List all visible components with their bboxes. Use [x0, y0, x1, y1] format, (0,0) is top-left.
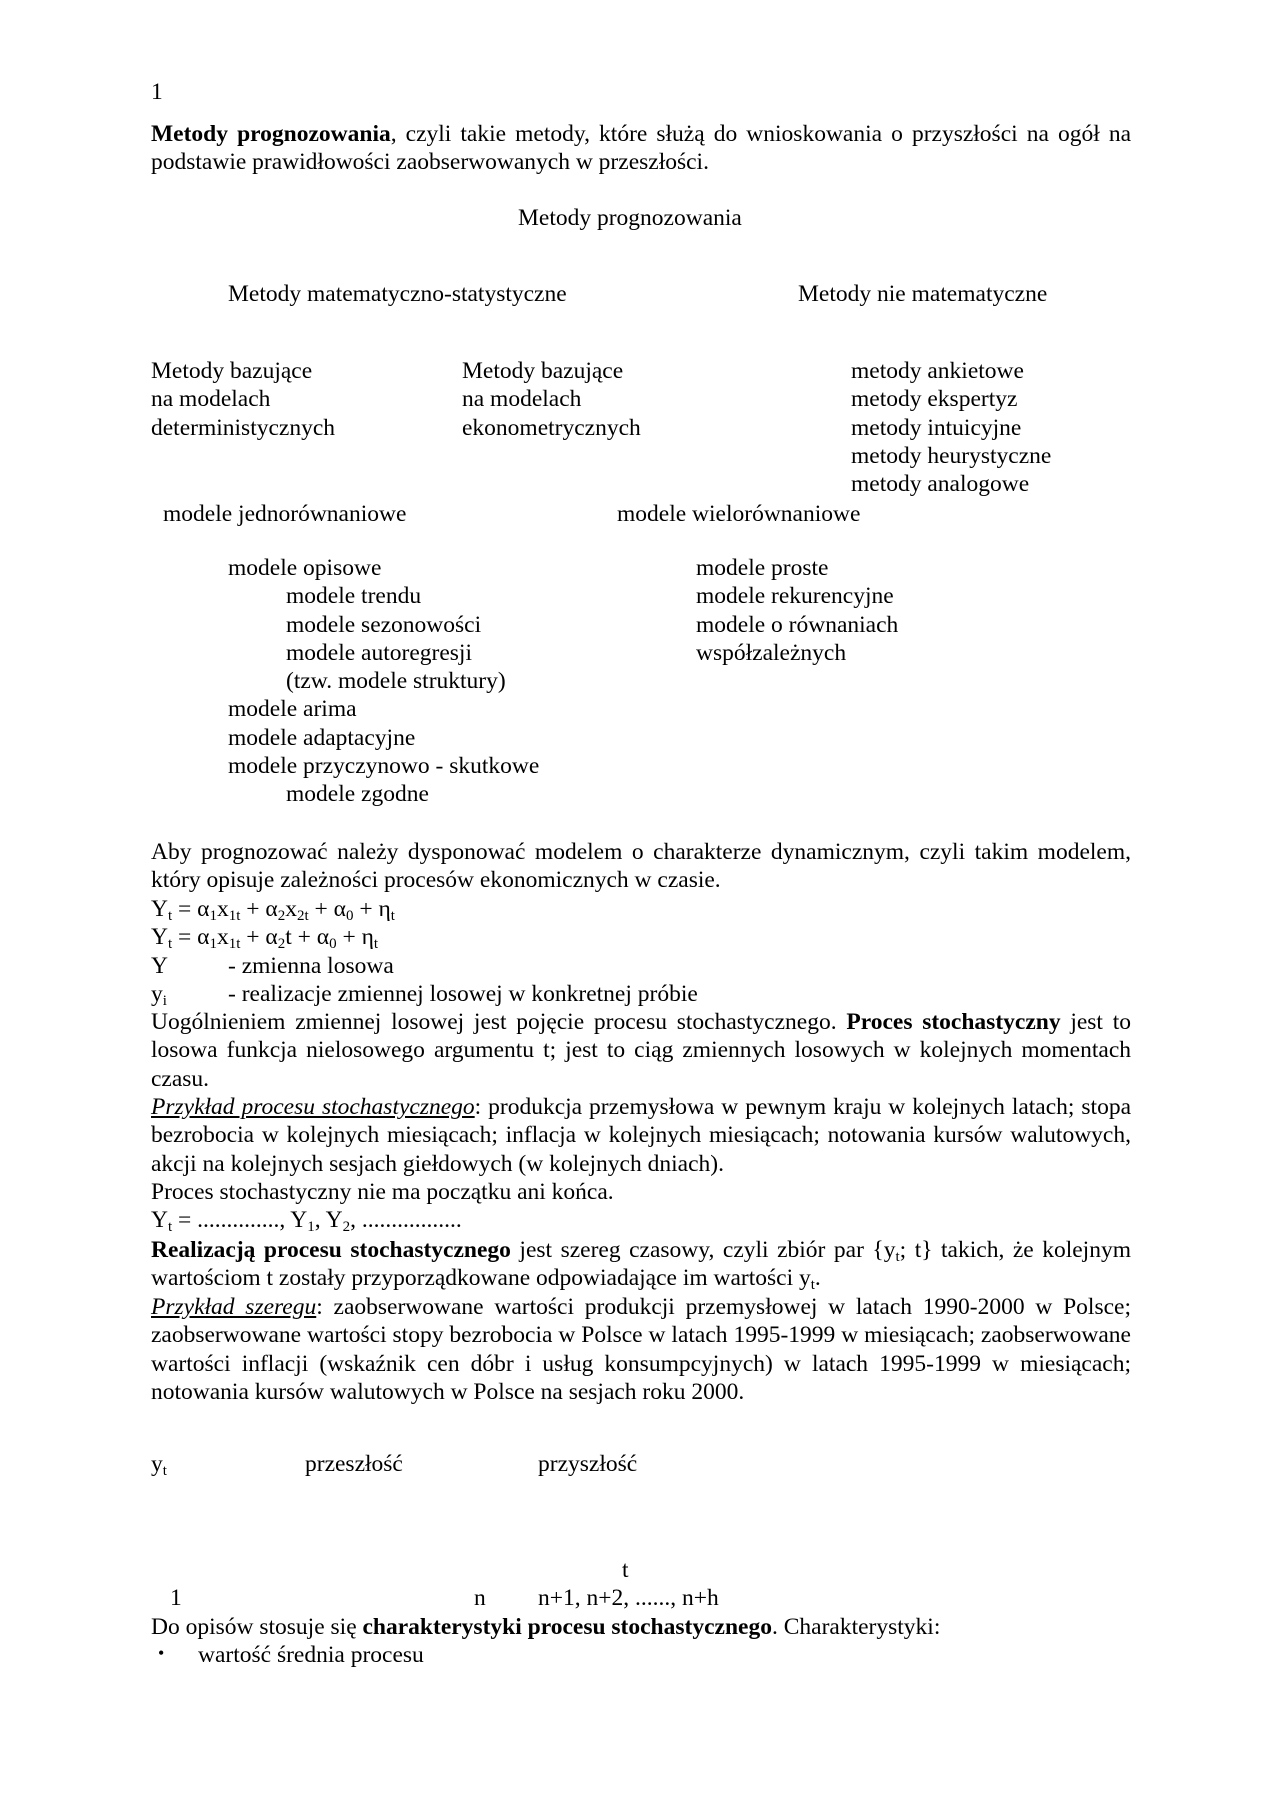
tree-econometric: [462, 357, 641, 442]
multi-eq-list: [696, 554, 898, 667]
axis-t-label: t: [622, 1557, 629, 1583]
axis-y-label: $y_t$: [151, 1451, 167, 1479]
def-Y-desc: - zmienna losowa: [228, 953, 394, 979]
stochastic-text-1: Uogólnieniem zmiennej losowej jest pojęcie procesu stochastycznego.: [151, 1009, 847, 1035]
tree-deterministic-line: deterministycznych: [151, 414, 336, 441]
realization-text-2: ; t} takich, że kolejnym wartościom t zostały przyporządkowane odpowiadające im wartości y: [151, 1237, 1131, 1292]
single-eq-item: modele zgodne: [286, 781, 429, 808]
intro-text: , czyli takie metody, które służą do wnioskowania o przyszłości na ogół na podstawie prawidłowości zaobserwowanych w przeszłości.: [151, 121, 1131, 176]
process-sequence: $Y_t$ = .............., $Y_1$, $Y_2$, .................: [151, 1207, 462, 1235]
axis-tick-1: 1: [170, 1585, 182, 1611]
multi-eq-item: współzależnych: [696, 639, 847, 666]
non-math-item: metody analogowe: [851, 471, 1030, 498]
bullet-item: wartość średnia procesu: [198, 1642, 424, 1668]
single-eq-item: modele przyczynowo - skutkowe: [228, 753, 540, 780]
tree-deterministic-line: Metody bazujące: [151, 358, 313, 384]
stochastic-paragraph: [151, 1008, 1131, 1093]
tree-deterministic-line: na modelach: [151, 386, 271, 413]
characteristics-text-2: . Charakterystyki:: [771, 1614, 941, 1640]
realization-term: Realizacją procesu stochastycznego: [151, 1237, 511, 1263]
axis-tick-n: n: [474, 1585, 486, 1611]
tree-econometric-line: ekonometrycznych: [462, 414, 641, 441]
intro-paragraph: [151, 120, 1131, 177]
multi-eq-item: modele rekurencyjne: [696, 583, 894, 610]
realization-text-3: .: [814, 1265, 821, 1292]
multi-eq-item: modele o równaniach: [696, 611, 899, 638]
stochastic-text-2: jest to losowa funkcja nielosowego argumentu t; jest to ciąg zmiennych losowych w kolejnych momentach czasu.: [151, 1009, 1131, 1092]
example-series-text: : zaobserwowane wartości produkcji przemysłowej w latach 1990-2000 w Polsce; zaobserwowane wartości stopy bezrobocia w Polsce w latach 1995-1999 w miesiącach; zaobserwowane wartości inflacji (wskaźnik cen dóbr i usług konsumpcyjnych) w latach 1995-1999 w miesiącach; notowania kursów walutowych w Polsce na sesjach roku 2000.: [151, 1294, 1131, 1405]
single-eq-list: [228, 554, 539, 809]
single-eq-item: modele sezonowości: [286, 611, 482, 638]
realization-paragraph: Realizacją procesu stochastycznego jest szereg czasowy, czyli zbiór par {$y_t$; t} takich, że kolejnym wartościom t zostały przyporządkowane odpowiadające im wartości $y_t$.: [151, 1237, 1131, 1294]
characteristics-text-1: Do opisów stosuje się: [151, 1614, 363, 1640]
tree-econometric-line: na modelach: [462, 386, 582, 413]
single-eq-item: modele adaptacyjne: [228, 724, 416, 751]
example-series-label: Przykład szeregu: [151, 1294, 317, 1320]
example-process-paragraph: [151, 1093, 1131, 1178]
tree-math-methods: Metody matematyczno-statystyczne: [228, 281, 567, 307]
page-number: 1: [151, 79, 163, 105]
equation-1: $Y_t = \alpha_1x_{1t} + \alpha_2x_{2t} + \alpha_0 + \eta_t$: [151, 896, 395, 924]
tree-multi-equation: modele wielorównaniowe: [617, 501, 861, 527]
axis-past-label: przeszłość: [305, 1451, 403, 1477]
def-Y-symbol: Y: [151, 953, 168, 979]
single-eq-item: modele autoregresji: [286, 639, 472, 666]
non-math-item: metody intuicyjne: [851, 414, 1022, 441]
stochastic-term: Proces stochastyczny: [846, 1009, 1061, 1035]
non-math-item: metody heurystyczne: [851, 442, 1052, 469]
tree-root: Metody prognozowania: [518, 205, 742, 231]
dynamic-model-paragraph: Aby prognozować należy dysponować modelem o charakterze dynamicznym, czyli takim modelem, który opisuje zależności procesów ekonomicznych w czasie.: [151, 839, 1131, 894]
non-math-item: metody ankietowe: [851, 358, 1024, 384]
multi-eq-item: modele proste: [696, 555, 829, 581]
single-eq-item: modele opisowe: [228, 555, 382, 581]
example-process-label: Przykład procesu stochastycznego: [151, 1094, 475, 1120]
non-math-item: metody ekspertyz: [851, 386, 1018, 413]
axis-future-label: przyszłość: [538, 1451, 638, 1477]
bullet-dot: •: [158, 1643, 165, 1663]
tree-non-math-methods: Metody nie matematyczne: [798, 281, 1048, 307]
axis-future-ticks: n+1, n+2, ......, n+h: [538, 1585, 719, 1611]
tree-non-math-list: [851, 357, 1051, 498]
def-yi-desc: - realizacje zmiennej losowej w konkretnej próbie: [228, 981, 698, 1007]
realization-text-1: jest szereg czasowy, czyli zbiór par {y: [510, 1237, 896, 1263]
no-start-sentence: Proces stochastyczny nie ma początku ani końca.: [151, 1179, 614, 1205]
tree-deterministic: [151, 357, 335, 442]
example-series-paragraph: [151, 1293, 1131, 1406]
tree-single-equation: modele jednorównaniowe: [163, 501, 407, 527]
equation-2: $Y_t = \alpha_1x_{1t} + \alpha_2t + \alpha_0 + \eta_t$: [151, 924, 379, 952]
example-process-text: : produkcja przemysłowa w pewnym kraju w kolejnych latach; stopa bezrobocia w kolejnych miesiącach; inflacja w kolejnych miesiącach; notowania kursów walutowych, akcji na kolejnych sesjach giełdowych (w kolejnych dniach).: [151, 1094, 1131, 1177]
characteristics-term: charakterystyki procesu stochastycznego: [362, 1614, 772, 1640]
single-eq-item: modele trendu: [286, 583, 422, 610]
axis-y-letter: y: [151, 1451, 163, 1477]
single-eq-item: (tzw. modele struktury): [286, 668, 506, 695]
def-yi-symbol: $y_i$: [151, 981, 167, 1009]
intro-term: Metody prognozowania: [151, 121, 391, 147]
tree-econometric-line: Metody bazujące: [462, 358, 624, 384]
characteristics-sentence: [151, 1613, 940, 1641]
single-eq-item: modele arima: [228, 696, 357, 723]
